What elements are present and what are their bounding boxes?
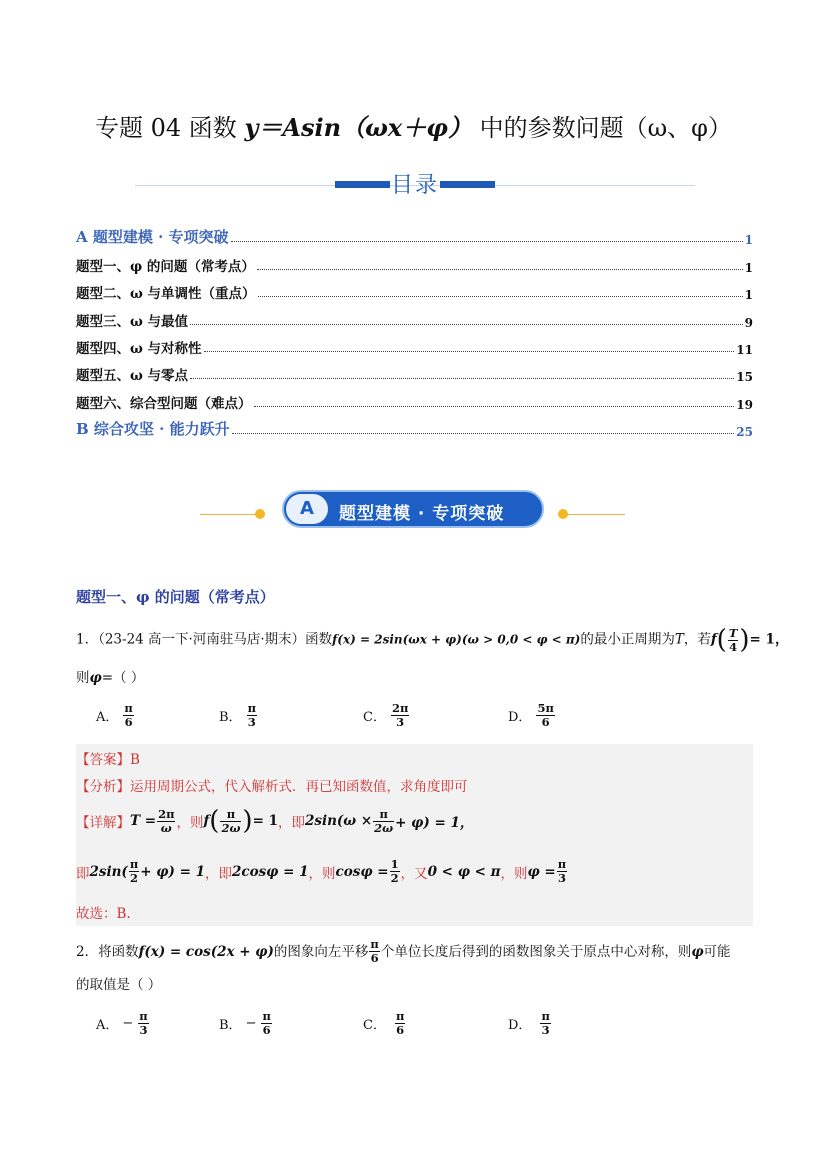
q1-t-over-4 [728, 627, 739, 654]
frac-numerator: T [728, 625, 738, 640]
banner-badge: A [286, 494, 328, 524]
detail-ji: ，即 [204, 865, 232, 882]
toc-page: 25 [736, 425, 753, 440]
frac-denominator: 3 [541, 1023, 550, 1037]
option-label: D． [508, 1018, 532, 1033]
section-banner [200, 490, 627, 530]
q1-formula: f(x) = 2sin(ωx + φ)(ω > 0,0 < φ < π) [332, 632, 581, 647]
q1-paren-open: ( [716, 625, 727, 655]
frac-denominator: 3 [396, 715, 405, 729]
option-fraction [138, 1010, 148, 1037]
detail-sin-end: + φ) = 1 [140, 863, 205, 880]
section-title: 题型一、φ 的问题（常考点） [76, 588, 275, 606]
q2-mid: 的图象向左平移 [273, 943, 369, 960]
q1-option-d[interactable] [508, 702, 556, 729]
banner-dot-right [558, 509, 568, 519]
q2-number: 2．将函数 [76, 943, 139, 960]
frac-numerator: π [370, 937, 379, 951]
frac-numerator: 1 [390, 857, 399, 871]
frac-denominator: 6 [370, 951, 379, 965]
answer-tag: 【答案】 [76, 752, 130, 768]
detail-cos: 2cosφ = 1 [231, 863, 309, 880]
q1-mid-text: 的最小正周期为 [580, 631, 675, 648]
question-2-line-2: 的取值是（ ） [76, 977, 162, 993]
q1-option-c[interactable] [363, 702, 410, 729]
banner-line-left [200, 514, 260, 515]
detail-frac-pi-2 [129, 858, 139, 885]
frac-denominator: 2 [130, 871, 139, 885]
toc-leader [232, 433, 735, 434]
detail-frac-pi-2omega-b [373, 808, 394, 835]
detail-frac-1-2 [390, 858, 400, 885]
option-label: B． [219, 710, 242, 725]
frac-denominator: 4 [729, 639, 738, 654]
analysis-line [76, 775, 468, 795]
option-fraction [247, 702, 257, 729]
toc-page: 19 [736, 397, 753, 412]
option-label: D． [508, 710, 532, 725]
frac-numerator: π [395, 1009, 405, 1023]
toc-page: 1 [744, 233, 753, 248]
frac-denominator: 6 [541, 715, 550, 729]
q1-then: 则 [76, 670, 90, 686]
toc-leader [204, 351, 735, 352]
option-label: A． [96, 1018, 119, 1033]
toc-leader [258, 296, 743, 297]
toc-label: 题型三、ω 与最值 [76, 313, 189, 330]
frac-numerator: π [373, 808, 394, 822]
q1-source: （23-24 高一下·河南驻马店·期末）函数 [98, 631, 333, 648]
title-suffix: 中的参数问题（ω、φ） [479, 114, 732, 142]
toc-entry[interactable] [76, 302, 753, 329]
frac-numerator: π [124, 701, 133, 715]
q1-option-b[interactable] [219, 702, 258, 729]
detail-line-1 [76, 806, 473, 836]
frac-numerator: π [557, 857, 567, 871]
detail-cosphi: cosφ = [335, 863, 389, 880]
toc-label: B 综合攻坚 · 能力跃升 [76, 420, 230, 439]
option-label: C． [363, 1018, 386, 1033]
toc-leader [231, 241, 743, 242]
q2-option-c[interactable] [363, 1010, 406, 1037]
toc-entry[interactable] [76, 412, 753, 439]
q2-formula: f(x) = cos(2x + φ) [138, 943, 274, 960]
frac-denominator: ω [160, 820, 172, 835]
frac-denominator: 3 [139, 1023, 148, 1037]
title-prefix: 专题 04 函数 [95, 114, 237, 142]
toc-entry[interactable] [76, 220, 753, 247]
detail-ji: 即 [76, 865, 90, 882]
frac-denominator: 2ω [374, 820, 394, 835]
frac-numerator: 2π [391, 701, 409, 715]
detail-then: ，则 [308, 865, 336, 882]
question-2-line-1 [76, 938, 766, 965]
option-label: A． [96, 710, 119, 725]
option-label: C． [363, 710, 386, 725]
detail-phi: φ = [527, 863, 556, 880]
q1-phi: φ [89, 670, 102, 686]
detail-then: ，则 [176, 815, 204, 831]
toc-heading [135, 168, 695, 200]
option-fraction [395, 1010, 405, 1037]
page-title [0, 108, 827, 143]
frac-denominator: 6 [396, 1023, 405, 1037]
detail-line-2 [76, 858, 568, 885]
detail-frac-pi-3 [557, 858, 567, 885]
toc-page: 11 [736, 342, 753, 357]
toc-entry[interactable] [76, 384, 753, 411]
analysis-tag: 【分析】 [76, 779, 130, 795]
q2-option-a[interactable] [96, 1010, 150, 1037]
detail-sin: 2sin(ω × [304, 813, 373, 829]
toc-entry[interactable] [76, 330, 753, 357]
question-1-line-1 [76, 625, 789, 655]
option-sign: − [122, 1016, 134, 1031]
banner-text: 题型建模 · 专项突破 [339, 504, 505, 524]
q1-if: ，若 [683, 631, 711, 648]
banner-dot-left [255, 509, 265, 519]
analysis-text: 运用周期公式，代入解析式．再已知函数值，求角度即可 [130, 779, 468, 795]
detail-ji: ，即 [277, 815, 305, 831]
toc-heading-text: 目录 [390, 173, 439, 198]
frac-numerator: 2π [158, 806, 175, 821]
q1-f: f [710, 631, 717, 648]
question-1-line-2 [76, 668, 144, 688]
detail-sin: 2sin( [89, 863, 128, 880]
q2-phi: φ [691, 943, 704, 960]
q2-end: 可能 [703, 943, 731, 960]
frac-numerator: π [220, 808, 241, 822]
q1-paren-close: ) [739, 625, 750, 655]
option-fraction [123, 702, 133, 729]
option-fraction [391, 702, 409, 729]
toc-label: 题型一、φ 的问题（常考点） [76, 258, 255, 275]
q2-frac-pi-6 [369, 938, 379, 965]
q1-bracket: =（ ） [101, 670, 145, 686]
detail-f: f [203, 813, 210, 829]
q1-number: 1． [76, 631, 99, 648]
toc-page: 9 [744, 315, 753, 330]
toc-label: 题型六、综合型问题（难点） [76, 395, 252, 412]
frac-numerator: π [129, 857, 139, 871]
toc-leader [190, 378, 734, 379]
choose-line: 故选：B. [76, 906, 131, 922]
banner-line-right [565, 514, 625, 515]
toc-label: 题型五、ω 与零点 [76, 368, 189, 385]
option-fraction [536, 702, 554, 729]
option-sign: − [245, 1016, 257, 1031]
answer-value: B [130, 752, 140, 768]
toc-leader [257, 269, 743, 270]
answer-line [76, 748, 140, 768]
table-of-contents [76, 220, 753, 439]
q1-eq: = 1， [749, 631, 789, 648]
frac-numerator: π [247, 701, 256, 715]
paren-close: ) [242, 806, 253, 836]
frac-denominator: 3 [247, 715, 256, 729]
frac-numerator: π [541, 1009, 550, 1023]
toc-entry[interactable] [76, 275, 753, 302]
q1-t: T [674, 631, 684, 648]
q1-option-a[interactable] [96, 702, 135, 729]
toc-label: 题型四、ω 与对称性 [76, 340, 202, 357]
detail-range: 0 < φ < π [427, 863, 501, 880]
detail-you: ，又 [400, 865, 428, 882]
frac-numerator: π [139, 1009, 148, 1023]
frac-numerator: π [262, 1009, 271, 1023]
toc-entry[interactable] [76, 357, 753, 384]
frac-denominator: 6 [262, 1023, 271, 1037]
toc-label: A 题型建模 · 专项突破 [76, 228, 229, 247]
toc-page: 15 [736, 370, 753, 385]
toc-leader [254, 406, 735, 407]
frac-denominator: 2 [390, 871, 399, 885]
toc-page: 1 [744, 288, 753, 303]
detail-frac-pi-2omega [220, 808, 241, 835]
frac-denominator: 6 [124, 715, 133, 729]
q2-option-b[interactable] [219, 1010, 273, 1037]
detail-tag: 【详解】 [76, 815, 130, 831]
toc-leader [190, 324, 743, 325]
title-formula: y＝Asin（ωx＋φ） [244, 113, 472, 142]
q2-rest: 个单位长度后得到的函数图象关于原点中心对称，则 [380, 943, 692, 960]
detail-frac-2pi-omega [157, 808, 175, 835]
option-fraction [261, 1010, 271, 1037]
banner-pill [282, 490, 544, 528]
toc-page: 1 [744, 260, 753, 275]
paren-open: ( [209, 806, 220, 836]
option-fraction [540, 1010, 550, 1037]
frac-numerator: 5π [537, 701, 554, 715]
detail-then: ，则 [500, 865, 528, 882]
detail-t-eq: T = [130, 813, 157, 829]
frac-denominator: 2ω [221, 820, 241, 835]
toc-entry[interactable] [76, 247, 753, 274]
detail-sin-end: + φ) = 1， [395, 815, 474, 831]
option-label: B． [219, 1018, 242, 1033]
toc-label: 题型二、ω 与单调性（重点） [76, 286, 256, 303]
detail-eq: = 1 [252, 813, 278, 829]
frac-denominator: 3 [557, 871, 566, 885]
q2-option-d[interactable] [508, 1010, 552, 1037]
